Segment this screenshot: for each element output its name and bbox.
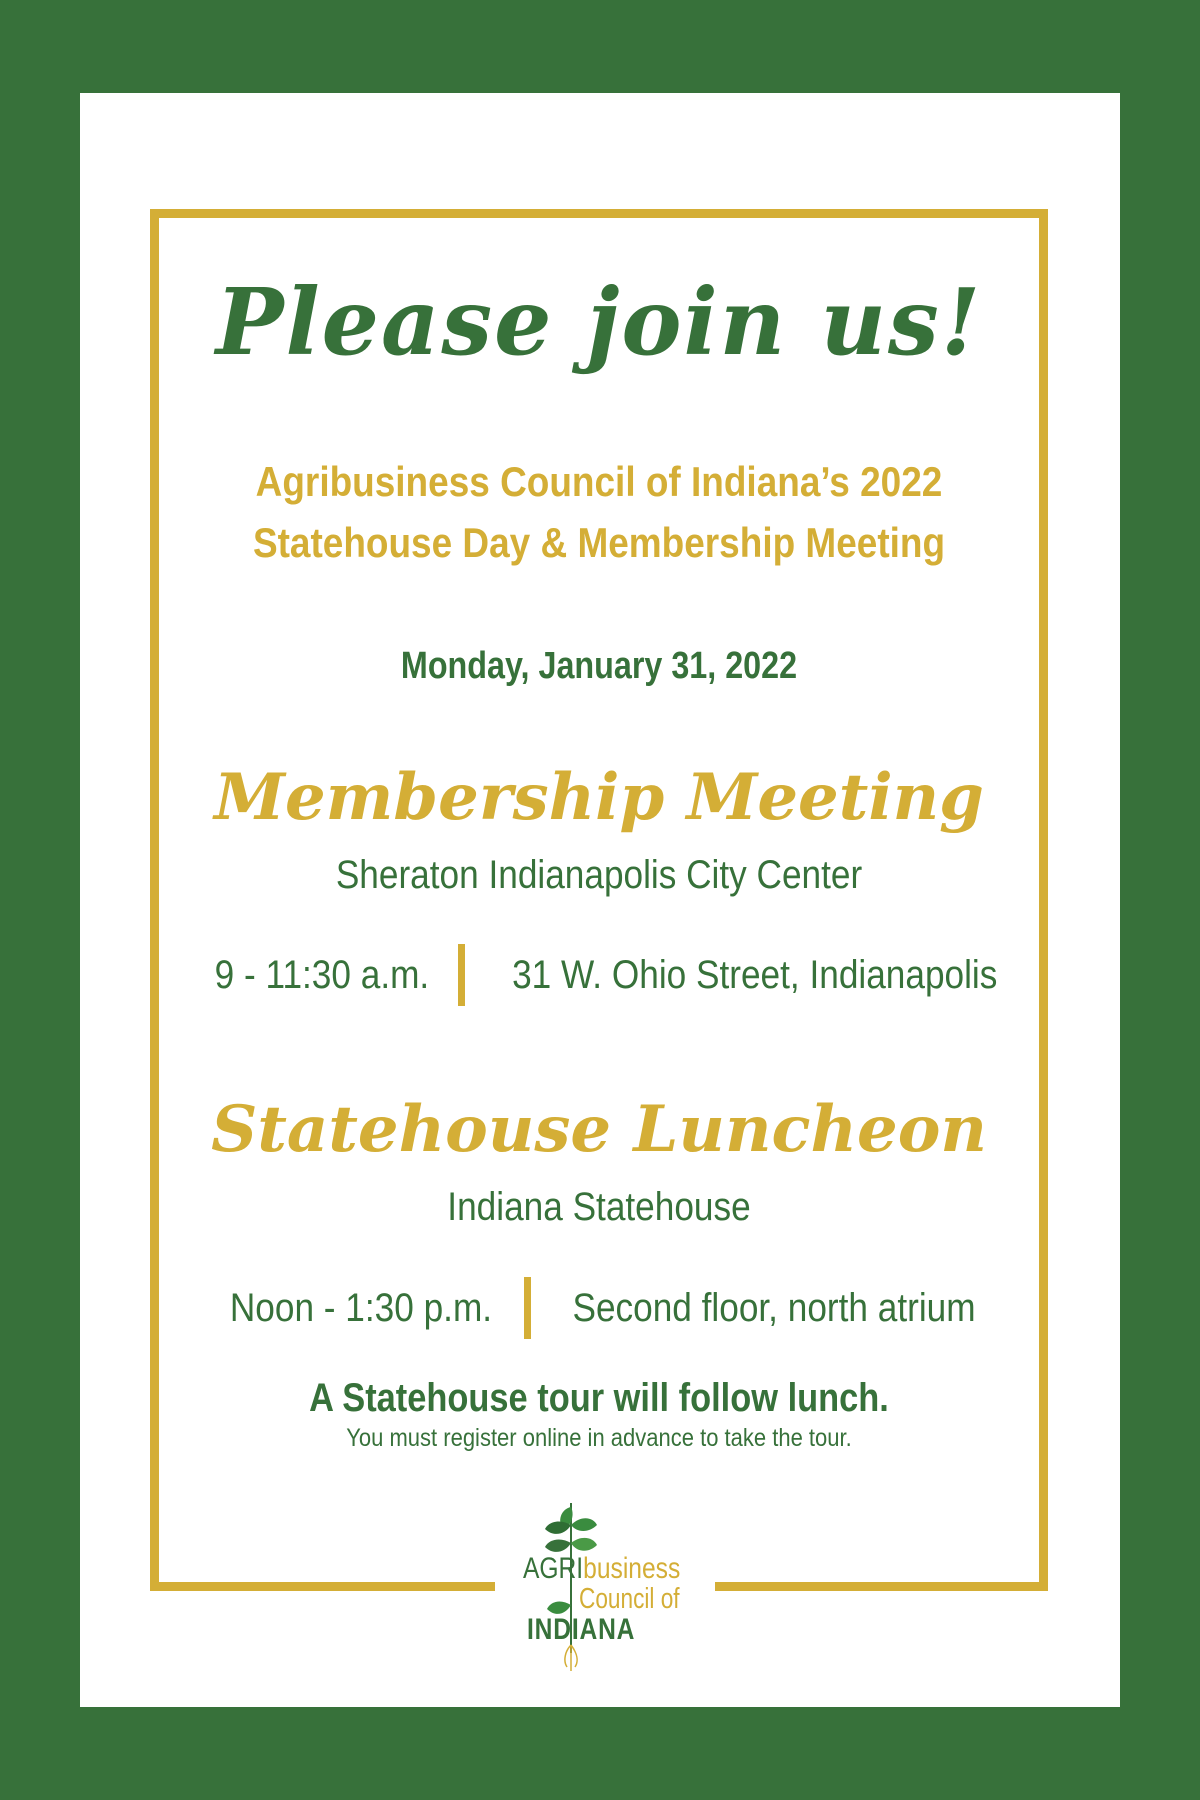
event-subtitle-line-2: Statehouse Day & Membership Meeting: [252, 519, 946, 566]
luncheon-venue: Indiana Statehouse: [447, 1185, 751, 1229]
logo-agri: AGRI: [523, 1552, 584, 1585]
membership-meeting-title: Membership Meeting: [214, 760, 984, 835]
event-subtitle-line-1: Agribusiness Council of Indiana’s 2022: [255, 458, 943, 505]
agribusiness-council-logo: [515, 1495, 695, 1675]
logo-business: business: [583, 1552, 681, 1585]
logo-agri-line: [523, 1552, 680, 1586]
luncheon-location: Second floor, north atrium: [572, 1285, 976, 1330]
membership-venue: Sheraton Indianapolis City Center: [335, 853, 863, 897]
membership-address: 31 W. Ohio Street, Indianapolis: [511, 952, 998, 997]
logo-indiana: INDIANA: [527, 1613, 636, 1646]
tour-headline: A Statehouse tour will follow lunch.: [309, 1376, 889, 1420]
membership-details: [200, 944, 1030, 1006]
luncheon-time: Noon - 1:30 p.m.: [229, 1285, 493, 1330]
tour-note: You must register online in advance to take the tour.: [346, 1424, 852, 1452]
logo-council: Council of: [579, 1583, 680, 1615]
luncheon-title: Statehouse Luncheon: [211, 1092, 987, 1167]
divider-bar: [458, 944, 465, 1006]
divider-bar: [524, 1277, 531, 1339]
event-date: Monday, January 31, 2022: [400, 645, 798, 687]
luncheon-details: [212, 1277, 1003, 1339]
membership-time: 9 - 11:30 a.m.: [214, 952, 430, 997]
headline: Please join us!: [215, 268, 983, 376]
